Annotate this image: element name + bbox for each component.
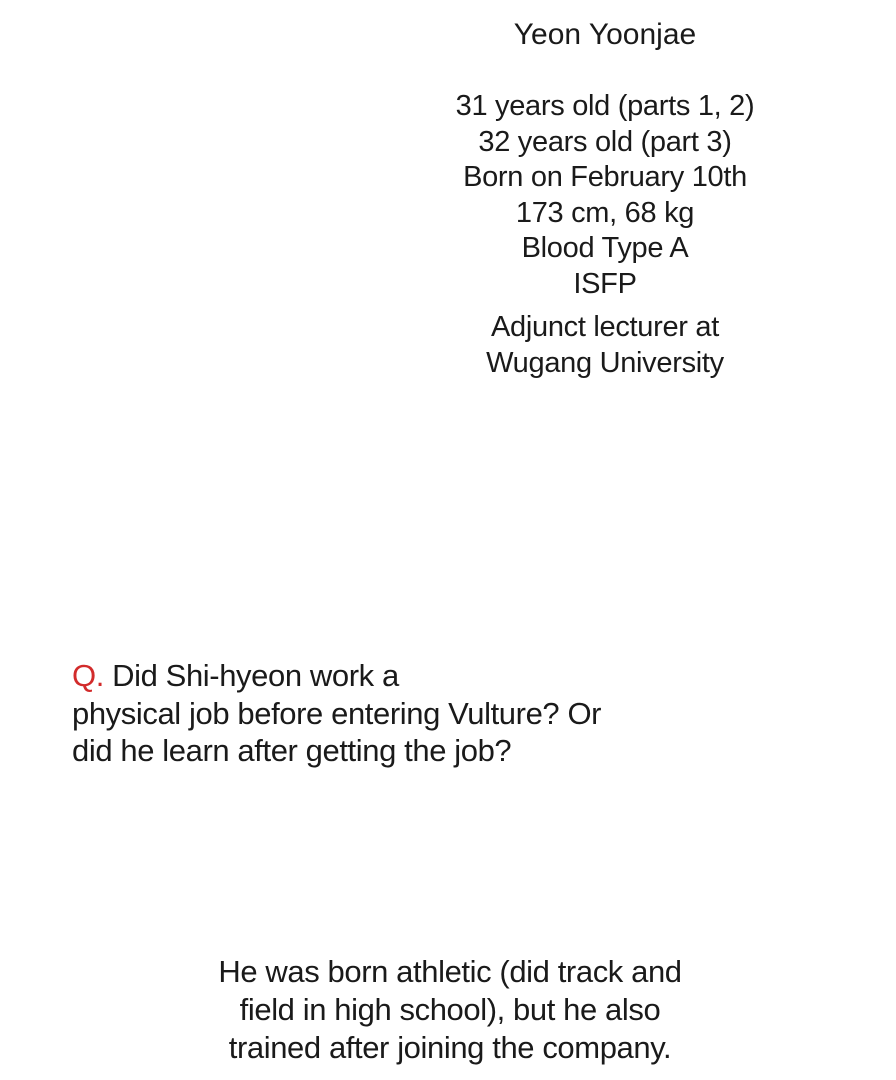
question-line bbox=[72, 657, 792, 695]
answer-line: He was born athletic (did track and bbox=[218, 954, 682, 989]
stat-birthday: Born on February 10th bbox=[463, 161, 747, 193]
profile-occupation bbox=[430, 310, 780, 381]
stat-age-parts-1-2: 31 years old (parts 1, 2) bbox=[455, 90, 755, 122]
stat-age-part-3: 32 years old (part 3) bbox=[478, 125, 732, 158]
question-block bbox=[72, 657, 792, 770]
stat-blood-type: Blood Type A bbox=[521, 232, 689, 264]
profile-name: Yeon Yoonjae bbox=[513, 18, 697, 51]
answer-line: trained after joining the company. bbox=[228, 1030, 672, 1065]
occupation-line: Wugang University bbox=[486, 346, 724, 379]
question-marker: Q. bbox=[72, 658, 104, 693]
question-line: physical job before entering Vulture? Or bbox=[72, 695, 602, 731]
profile-stats bbox=[430, 89, 780, 302]
occupation-line: Adjunct lecturer at bbox=[490, 311, 720, 343]
question-line: did he learn after getting the job? bbox=[72, 733, 512, 768]
question-text: Did Shi-hyeon work a bbox=[112, 658, 399, 693]
answer-block bbox=[150, 953, 750, 1067]
stat-height-weight: 173 cm, 68 kg bbox=[515, 196, 695, 229]
stat-mbti: ISFP bbox=[573, 267, 637, 300]
answer-line: field in high school), but he also bbox=[239, 992, 661, 1027]
